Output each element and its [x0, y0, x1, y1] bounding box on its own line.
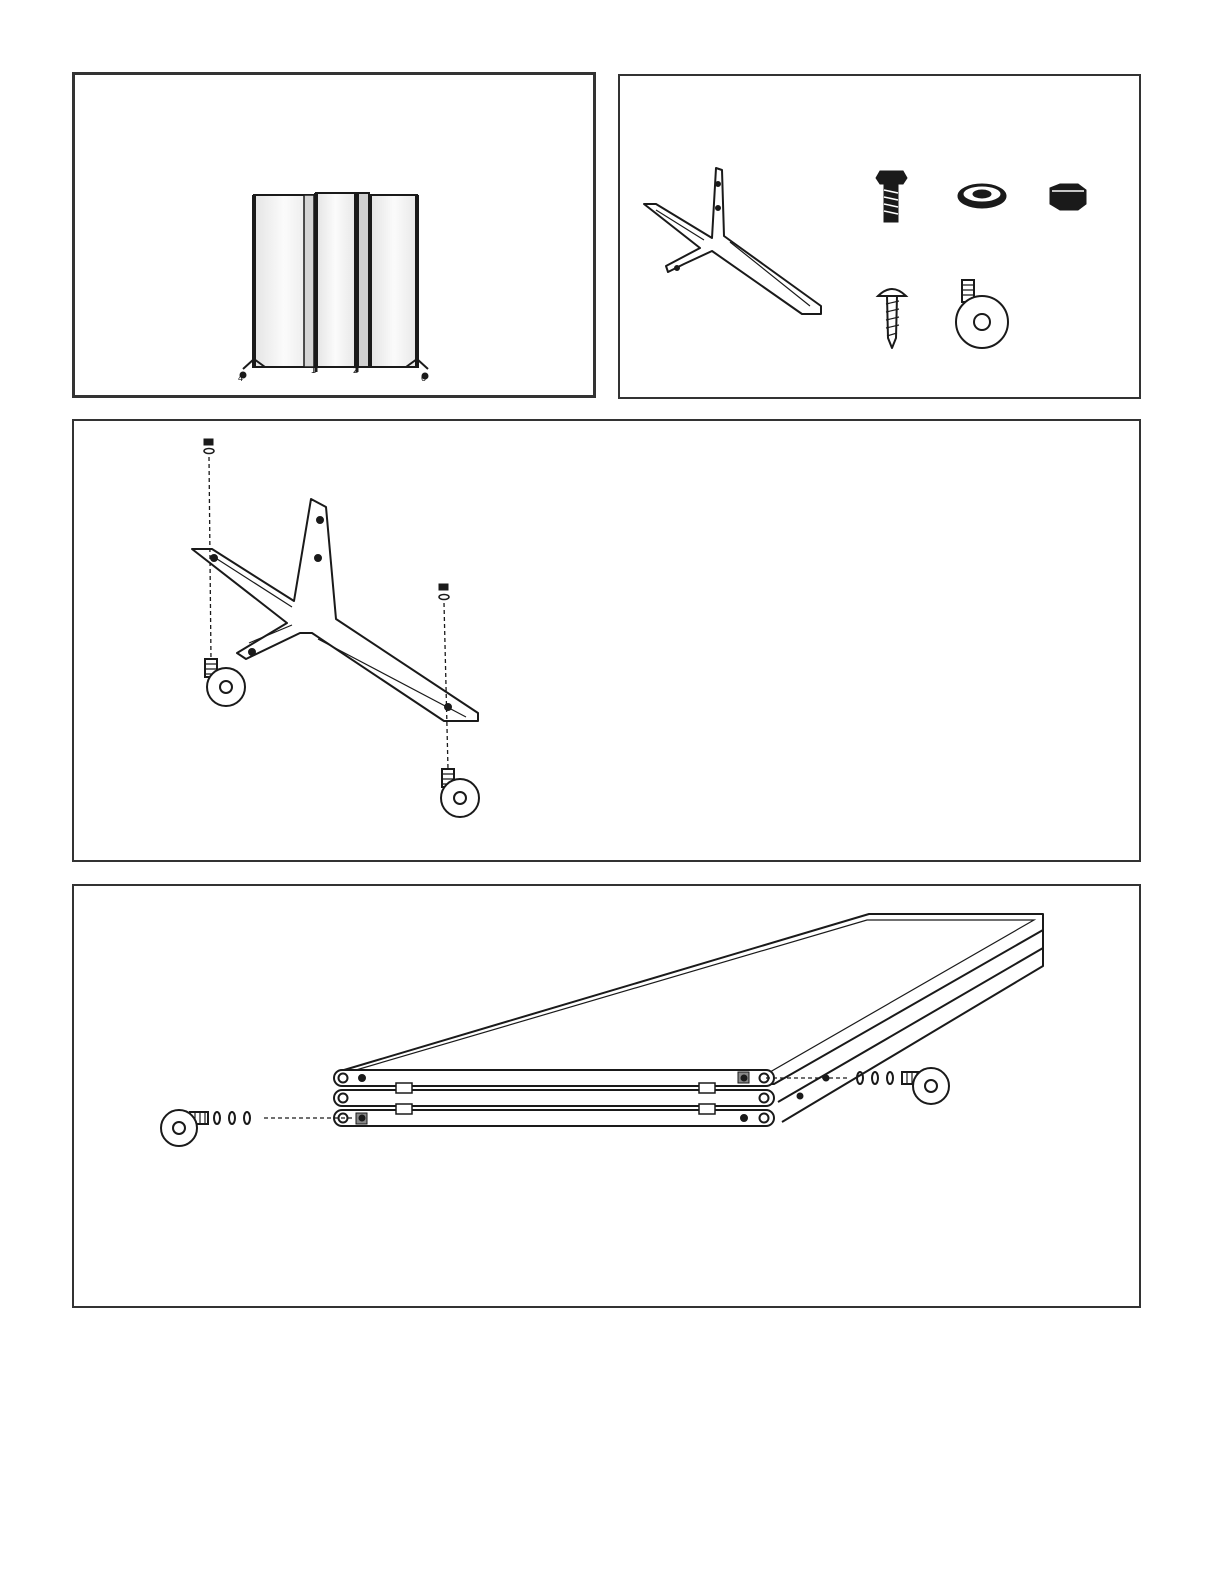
panel-number-label: 2: [353, 365, 359, 375]
panel-number-label: 1: [311, 365, 317, 375]
step-panels-panel: [72, 884, 1141, 1308]
parts-illustration: [620, 76, 1143, 401]
base-caster-assembly-illustration: [74, 421, 1143, 864]
panel-number-label: 4: [238, 373, 244, 383]
partition-frame: [254, 193, 417, 368]
step-base-panel: [72, 419, 1141, 862]
folded-panels-caster-illustration: [74, 886, 1143, 1310]
hex-nut-part: [1050, 184, 1086, 210]
parts-panel: [618, 74, 1141, 399]
assembled-partition-illustration: [75, 75, 599, 401]
left-panel-caster-assembly: [161, 1110, 354, 1146]
hex-bolt-part: [876, 171, 907, 222]
panel-number-label: 6: [421, 373, 427, 383]
caster-wheel-part: [956, 280, 1008, 348]
base-foot-part: [644, 168, 821, 314]
wood-screw-part: [878, 289, 906, 348]
overview-panel: [72, 72, 596, 398]
washer-part: [958, 184, 1006, 208]
